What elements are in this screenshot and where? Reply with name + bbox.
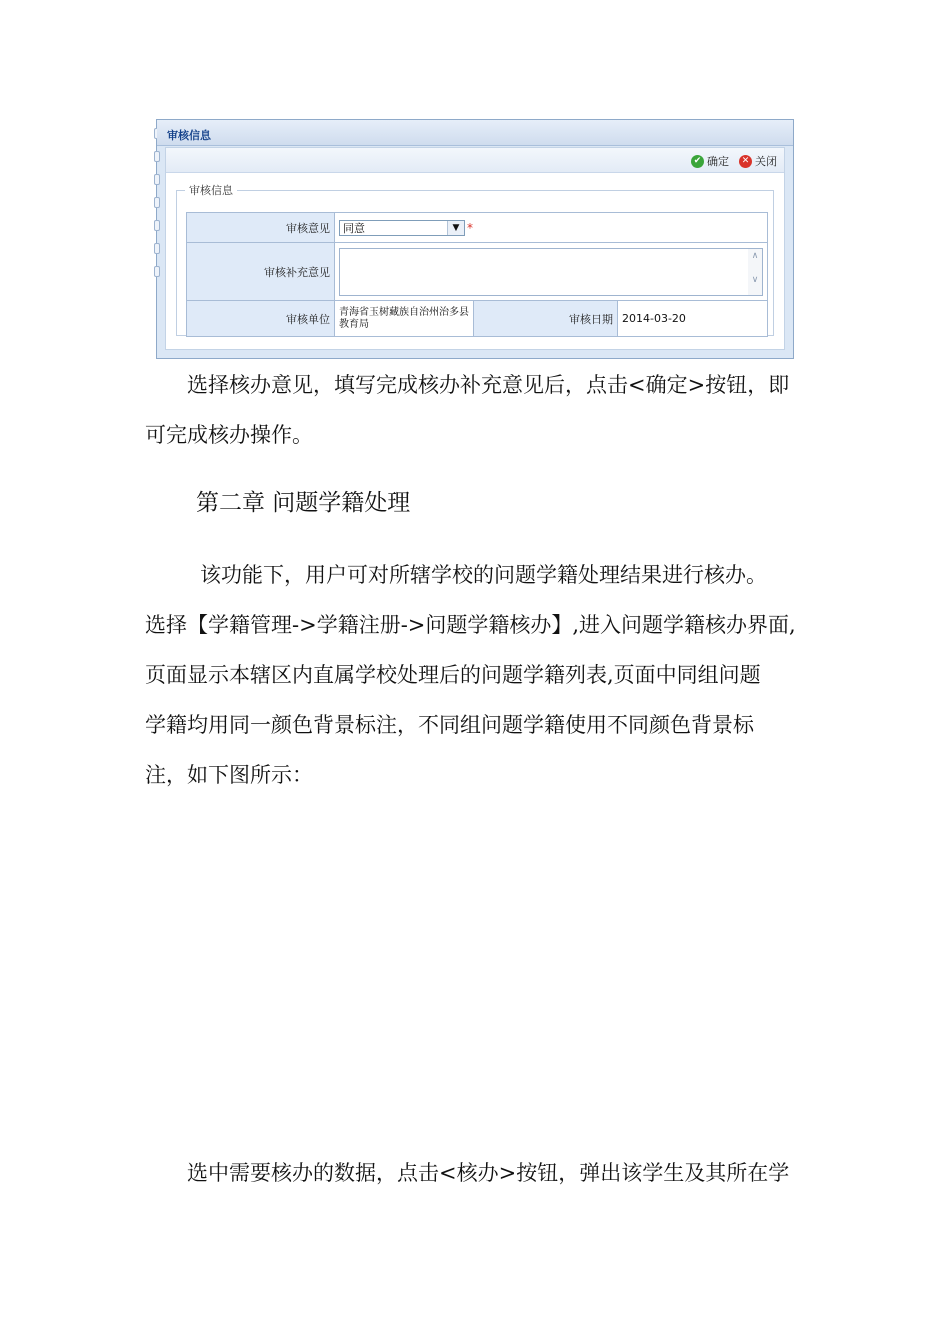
paragraph-3 — [145, 1148, 807, 1198]
scroll-down-icon[interactable]: ∨ — [751, 274, 759, 285]
supplement-textarea[interactable] — [339, 248, 763, 296]
review-dialog — [156, 119, 794, 359]
unit-value: 青海省玉树藏族自治州治多县教育局 — [335, 301, 474, 337]
supplement-label: 审核补充意见 — [187, 243, 335, 301]
paragraph-2-line-3: 页面显示本辖区内直属学校处理后的问题学籍列表,页面中同组问题 — [145, 663, 761, 687]
close-label: 关闭 — [755, 155, 777, 168]
close-button[interactable] — [739, 153, 777, 169]
paragraph-1-line-1: 选择核办意见，填写完成核办补充意见后，点击<确定>按钮，即 — [187, 373, 790, 397]
opinion-select[interactable] — [339, 220, 465, 236]
paragraph-1-line-2: 可完成核办操作。 — [145, 423, 313, 447]
chapter-heading: 第二章 问题学籍处理 — [196, 490, 411, 516]
review-form-table — [186, 212, 768, 337]
paragraph-2 — [145, 550, 807, 800]
close-icon: ✕ — [739, 155, 752, 168]
required-mark: * — [467, 220, 473, 235]
opinion-select-value: 同意 — [343, 221, 365, 235]
dialog-title: 审核信息 — [167, 129, 211, 142]
dialog-titlebar — [157, 120, 793, 146]
confirm-button[interactable] — [691, 153, 729, 169]
date-value: 2014-03-20 — [618, 301, 768, 337]
opinion-label: 审核意见 — [187, 213, 335, 243]
scroll-up-icon[interactable]: ∧ — [751, 250, 759, 261]
unit-label: 审核单位 — [187, 301, 335, 337]
confirm-label: 确定 — [707, 155, 729, 168]
paragraph-2-line-1: 该功能下，用户可对所辖学校的问题学籍处理结果进行核办。 — [200, 563, 767, 587]
fieldset-legend: 审核信息 — [189, 184, 233, 197]
textarea-scrollbar[interactable] — [748, 249, 762, 295]
frame-edge-marks — [154, 128, 160, 289]
check-icon: ✔ — [691, 155, 704, 168]
dialog-toolbar — [166, 148, 784, 173]
paragraph-2-line-4: 学籍均用同一颜色背景标注，不同组问题学籍使用不同颜色背景标 — [145, 713, 754, 737]
opinion-cell — [335, 213, 768, 243]
review-fieldset — [176, 182, 774, 336]
paragraph-2-line-2: 选择【学籍管理->学籍注册->问题学籍核办】,进入问题学籍核办界面, — [145, 613, 796, 637]
paragraph-2-line-5: 注，如下图所示： — [145, 763, 313, 787]
paragraph-3-line-1: 选中需要核办的数据，点击<核办>按钮，弹出该学生及其所在学 — [187, 1161, 790, 1185]
dialog-body — [165, 147, 785, 350]
paragraph-1 — [145, 360, 807, 460]
chevron-down-icon[interactable]: ▼ — [447, 221, 464, 235]
date-label: 审核日期 — [474, 301, 618, 337]
supplement-cell — [335, 243, 768, 301]
